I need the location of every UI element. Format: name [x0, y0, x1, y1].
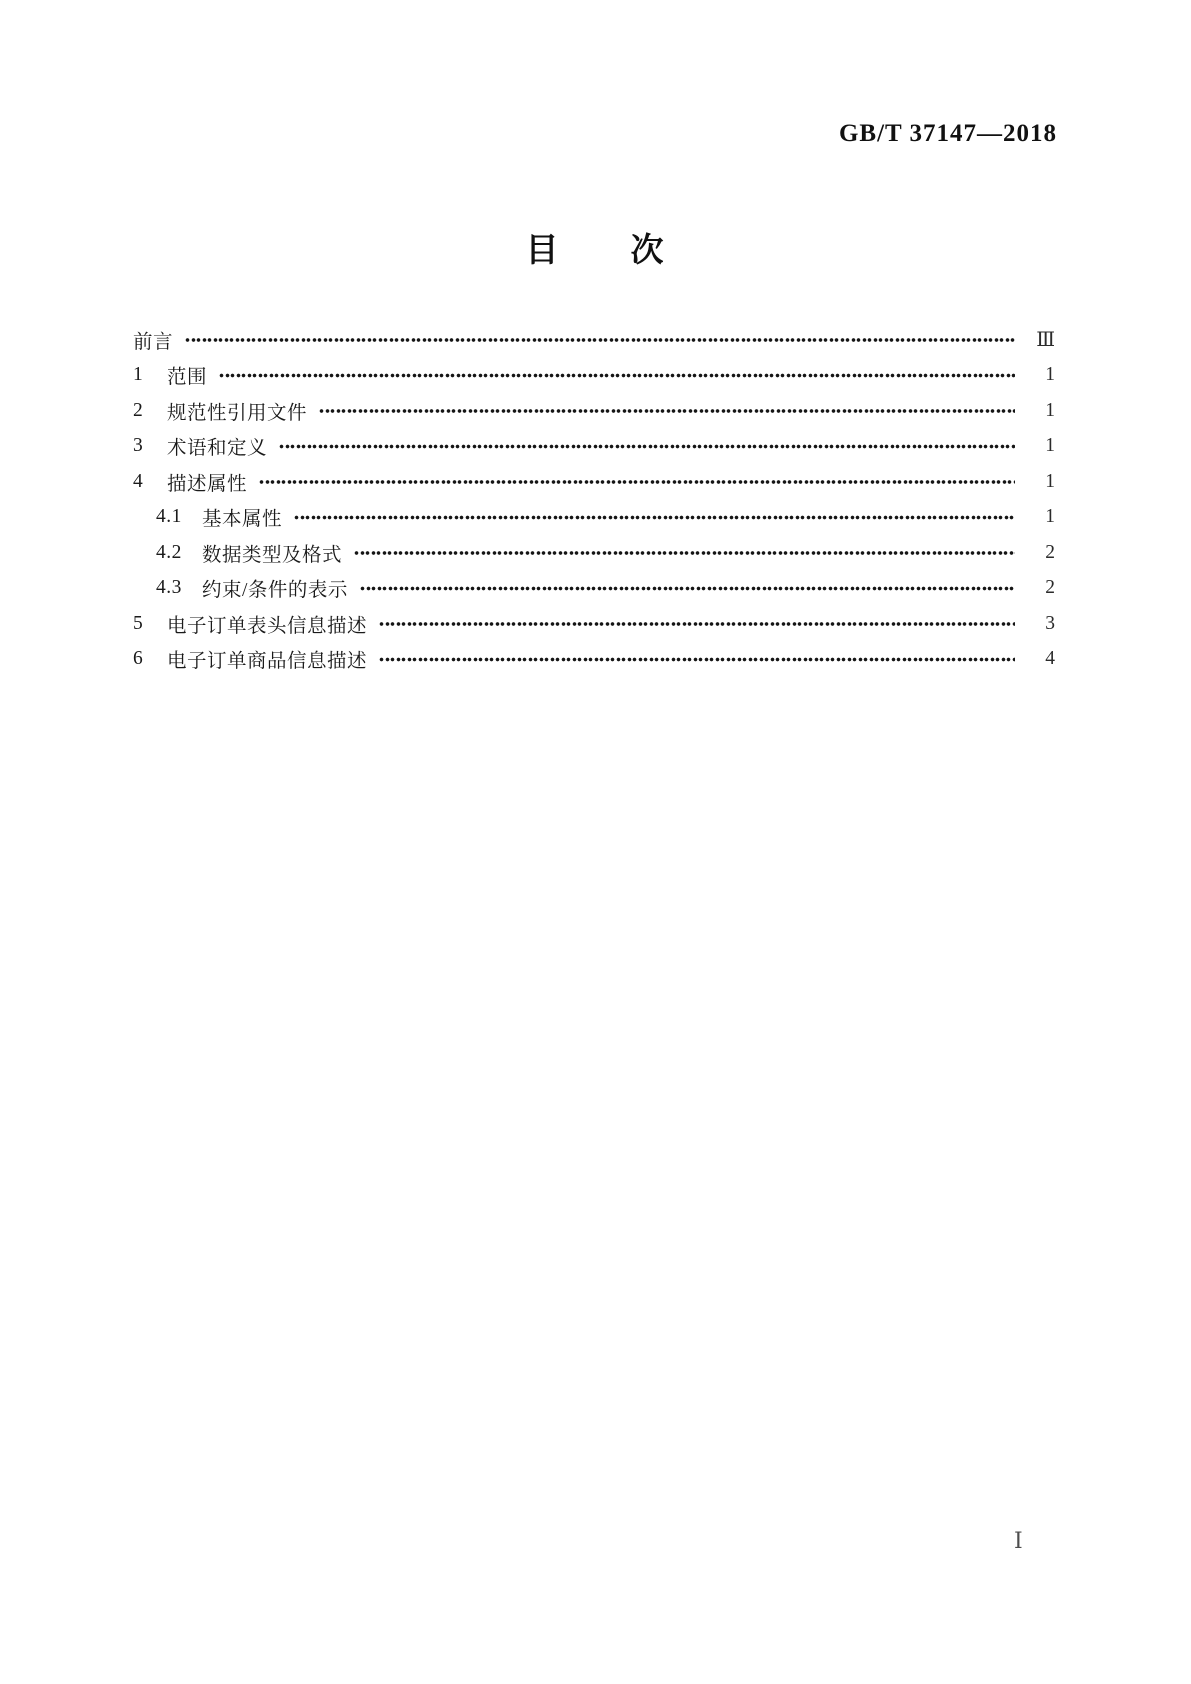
leader-dots	[259, 464, 1015, 500]
toc-entry	[133, 606, 1055, 642]
toc-entry-label: 约束/条件的表示	[202, 580, 348, 602]
toc-entry-label: 基本属性	[202, 509, 283, 531]
leader-dots	[279, 429, 1015, 465]
toc-entry	[133, 571, 1055, 607]
toc-entry	[133, 535, 1055, 571]
toc-entry	[133, 393, 1055, 429]
toc-entry	[133, 358, 1055, 394]
toc-entry-number: 3	[133, 435, 144, 457]
toc-entry-page: 1	[1045, 470, 1055, 492]
toc-entry-label: 数据类型及格式	[202, 544, 343, 566]
toc-entry-label: 描述属性	[167, 473, 248, 495]
standard-number: GB/T 37147—2018	[838, 120, 1057, 147]
toc-entry-page: 2	[1045, 577, 1055, 599]
leader-dots	[379, 642, 1015, 678]
leader-dots	[294, 500, 1015, 536]
toc-entry-number: 2	[133, 399, 144, 421]
toc-entry	[133, 464, 1055, 500]
footer-page-number: Ⅰ	[1014, 1528, 1023, 1553]
toc-entry-page: 1	[1045, 399, 1055, 421]
toc-entry-page: 4	[1045, 648, 1055, 670]
toc-entry-number: 6	[133, 648, 144, 670]
toc-entry-page: Ⅲ	[1036, 329, 1055, 351]
leader-dots	[379, 606, 1015, 642]
toc-entry-label: 规范性引用文件	[167, 402, 308, 424]
toc-entry-number: 5	[133, 612, 144, 634]
toc-entry-number: 4	[133, 470, 144, 492]
toc-entry-number: 4.1	[156, 506, 182, 528]
toc-entry-number: 4.2	[156, 541, 182, 563]
toc-list	[133, 322, 1055, 677]
toc-entry-number: 1	[133, 364, 144, 386]
toc-entry-page: 1	[1045, 435, 1055, 457]
toc-entry-page: 1	[1045, 506, 1055, 528]
toc-entry-label: 电子订单商品信息描述	[167, 651, 368, 673]
leader-dots	[219, 358, 1015, 394]
toc-entry-label: 前言	[133, 331, 174, 353]
toc-entry-page: 3	[1045, 612, 1055, 634]
leader-dots	[185, 322, 1015, 358]
toc-entry	[133, 429, 1055, 465]
toc-entry	[133, 642, 1055, 678]
leader-dots	[360, 571, 1015, 607]
leader-dots	[319, 393, 1015, 429]
toc-entry-label: 术语和定义	[167, 438, 268, 460]
page-title: 目 次	[525, 231, 666, 268]
toc-entry-label: 电子订单表头信息描述	[167, 615, 368, 637]
toc-entry-page: 2	[1045, 541, 1055, 563]
toc-entry-number: 4.3	[156, 577, 182, 599]
toc-entry-page: 1	[1045, 364, 1055, 386]
toc-entry-label: 范围	[167, 367, 208, 389]
toc-entry	[133, 322, 1055, 358]
toc-entry	[133, 500, 1055, 536]
leader-dots	[354, 535, 1015, 571]
